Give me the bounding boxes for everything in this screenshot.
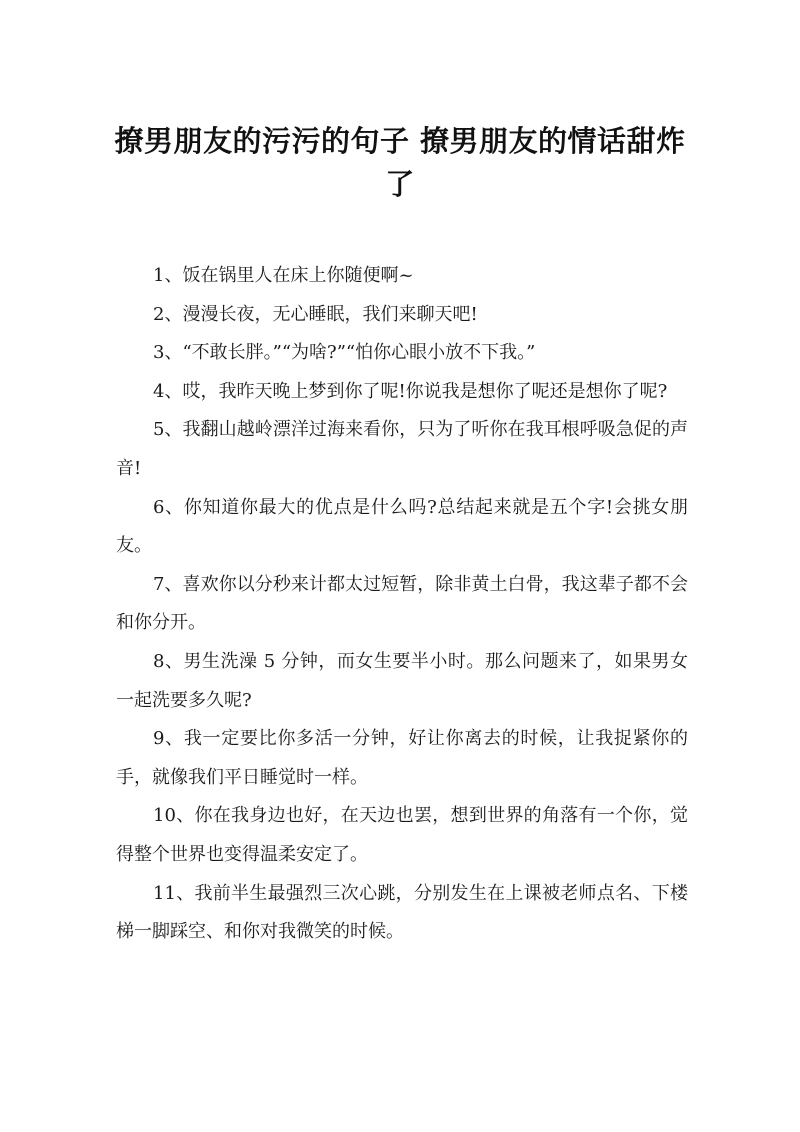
paragraph-3: 3、“不敢长胖。”“为啥?”“怕你心眼小放不下我。” [153,342,536,364]
paragraph-6: 6、你知道你最大的优点是什么吗?总结起来就是五个字!会挑女朋友。 [116,496,688,557]
document-title: 撩男朋友的污污的句子 撩男朋友的情话甜炸了 [114,124,686,201]
paragraph-4: 4、哎，我昨天晚上梦到你了呢!你说我是想你了呢还是想你了呢? [153,380,668,402]
paragraph-5: 5、我翻山越岭漂洋过海来看你，只为了听你在我耳根呼吸急促的声音! [116,419,688,479]
paragraph-1: 1、饭在锅里人在床上你随便啊~ [153,265,414,286]
document-body [116,257,688,952]
paragraph-10: 10、你在我身边也好，在天边也罢，想到世界的角落有一个你，觉得整个世界也变得温柔安定了。 [116,805,688,865]
paragraph-11: 11、我前半生最强烈三次心跳，分别发生在上课被老师点名、下楼梯一脚踩空、和你对我微笑的时候。 [116,882,688,943]
paragraph-2: 2、漫漫长夜，无心睡眠，我们来聊天吧! [153,303,478,325]
paragraph-7: 7、喜欢你以分秒来计都太过短暂，除非黄土白骨，我这辈子都不会和你分开。 [116,573,688,634]
paragraph-8: 8、男生洗澡 5 分钟，而女生要半小时。那么问题来了，如果男女一起洗要多久呢? [116,650,688,711]
paragraph-9: 9、我一定要比你多活一分钟，好让你离去的时候，让我捉紧你的手，就像我们平日睡觉时一样。 [116,728,688,788]
